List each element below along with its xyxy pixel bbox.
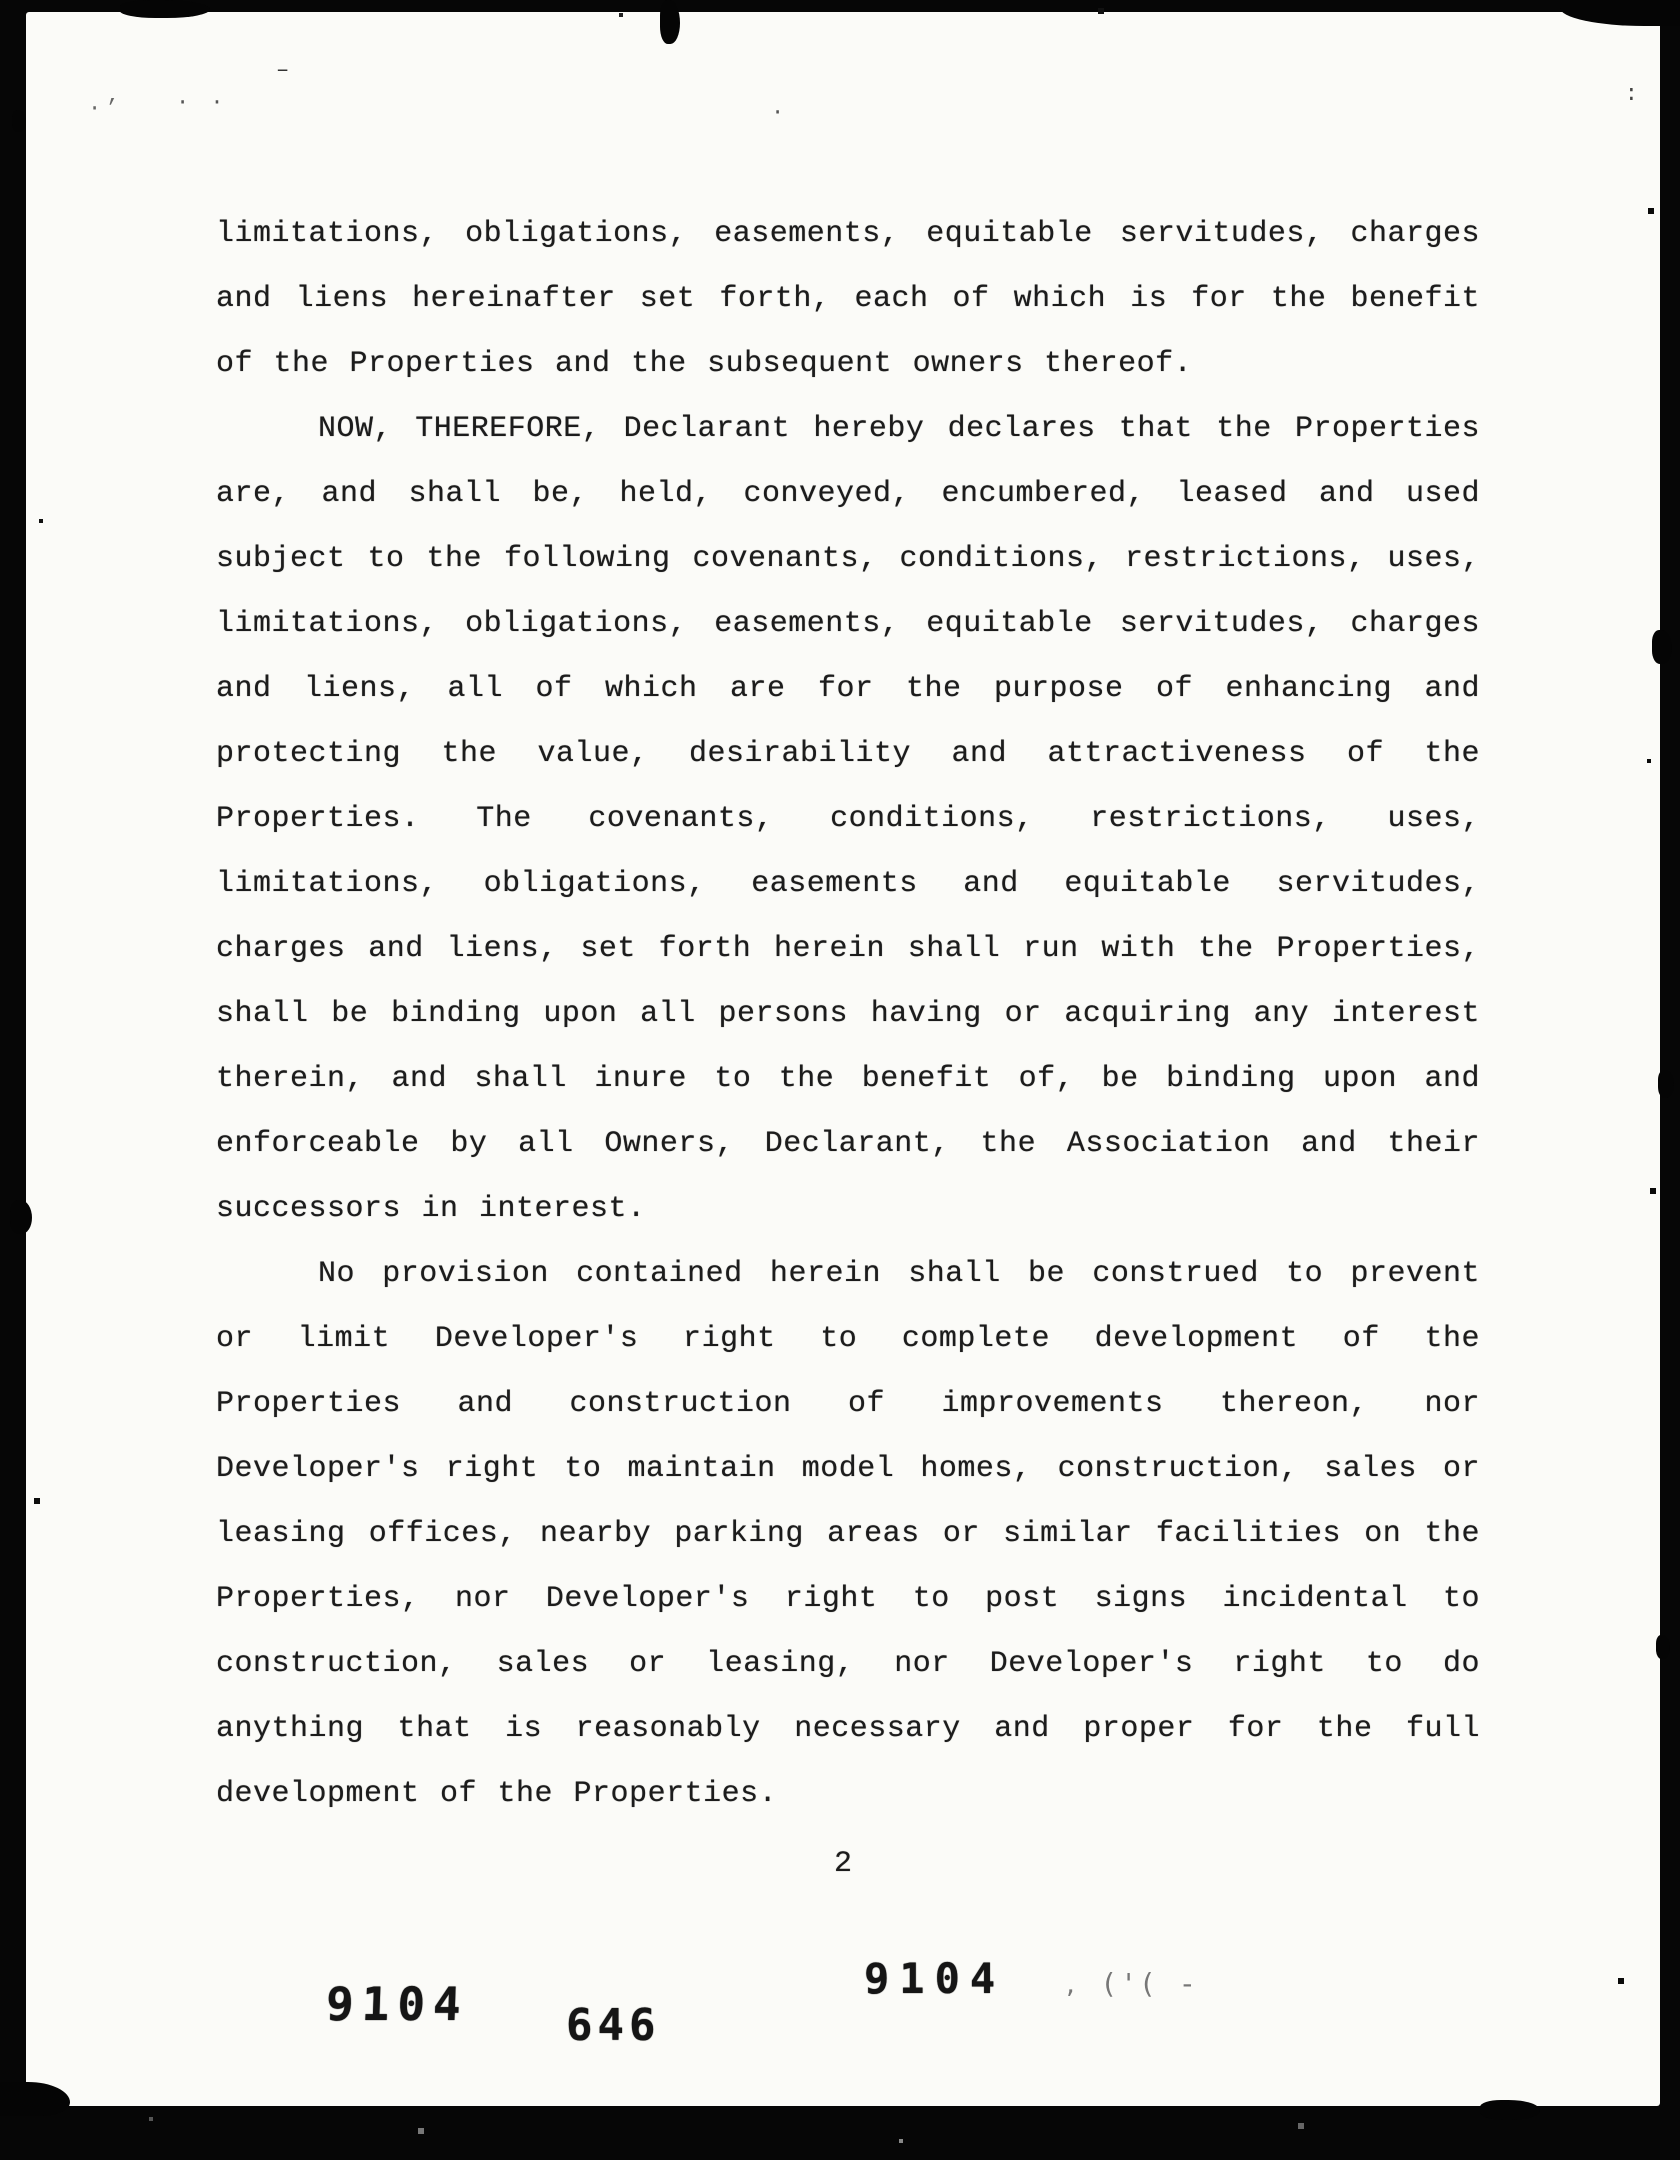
paragraph-no-provision: No provision contained herein shall be construed to prevent or limit Developer's right to complete development of the Properties and construction of improvements thereon, nor Developer's right to maintain model homes, construction, sales or leasing offices, nearby parking areas or similar facilities on the Properties, nor Developer's right to post signs incidental to construction, sales or leasing, nor Developer's right to do anything that is reasonably necessary and proper for the full development of the Properties. <box>216 1257 1480 1811</box>
scan-edge-blob <box>1652 630 1672 664</box>
scan-edge-blob <box>10 1200 32 1234</box>
document-body <box>216 202 1480 1827</box>
document-page <box>26 12 1660 2106</box>
scan-speck: · <box>771 100 789 125</box>
scan-speck: · · <box>176 90 228 115</box>
scan-speck: ·’ <box>88 96 123 121</box>
page-number: 2 <box>833 1847 852 1881</box>
stamp-number-right: 9104 <box>864 1954 1006 2003</box>
paragraph-now-therefore: NOW, THEREFORE, Declarant hereby declares that the Properties are, and shall be, held, conveyed, encumbered, leased and used subject to the following covenants, conditions, restrictions, uses, limitations, obligations, easements, equitable servitudes, charges and liens, all of which are for the purpose of enhancing and protecting the value, desirability and attractiveness of the Properties. The covenants, conditions, restrictions, uses, limitations, obligations, easements and equitable servitudes, charges and liens, set forth herein shall run with the Properties, shall be binding upon all persons having or acquiring any interest therein, and shall inure to the benefit of, be binding upon and enforceable by all Owners, Declarant, the Association and their successors in interest. <box>216 412 1480 1226</box>
scan-edge-blob <box>1480 2100 1540 2120</box>
scan-edge-blob <box>12 110 26 132</box>
scan-noise <box>0 0 2 2</box>
scan-edge-blob <box>1658 1070 1674 1098</box>
scan-edge-blob <box>1656 1635 1670 1659</box>
scan-edge-blob <box>120 0 210 18</box>
stamp-number-center: 646 <box>566 2000 661 2051</box>
stamp-number-left: 9104 <box>325 1977 470 2031</box>
scan-speck: : <box>1624 82 1642 107</box>
handwritten-mark: , ('( - <box>1066 1967 1203 2000</box>
scan-edge-blob <box>660 0 680 44</box>
paragraph-continuation: limitations, obligations, easements, equitable servitudes, charges and liens hereinafter set forth, each of which is for the benefit of the Properties and the subsequent owners thereof. <box>216 217 1480 381</box>
scan-speck: – <box>276 58 294 83</box>
